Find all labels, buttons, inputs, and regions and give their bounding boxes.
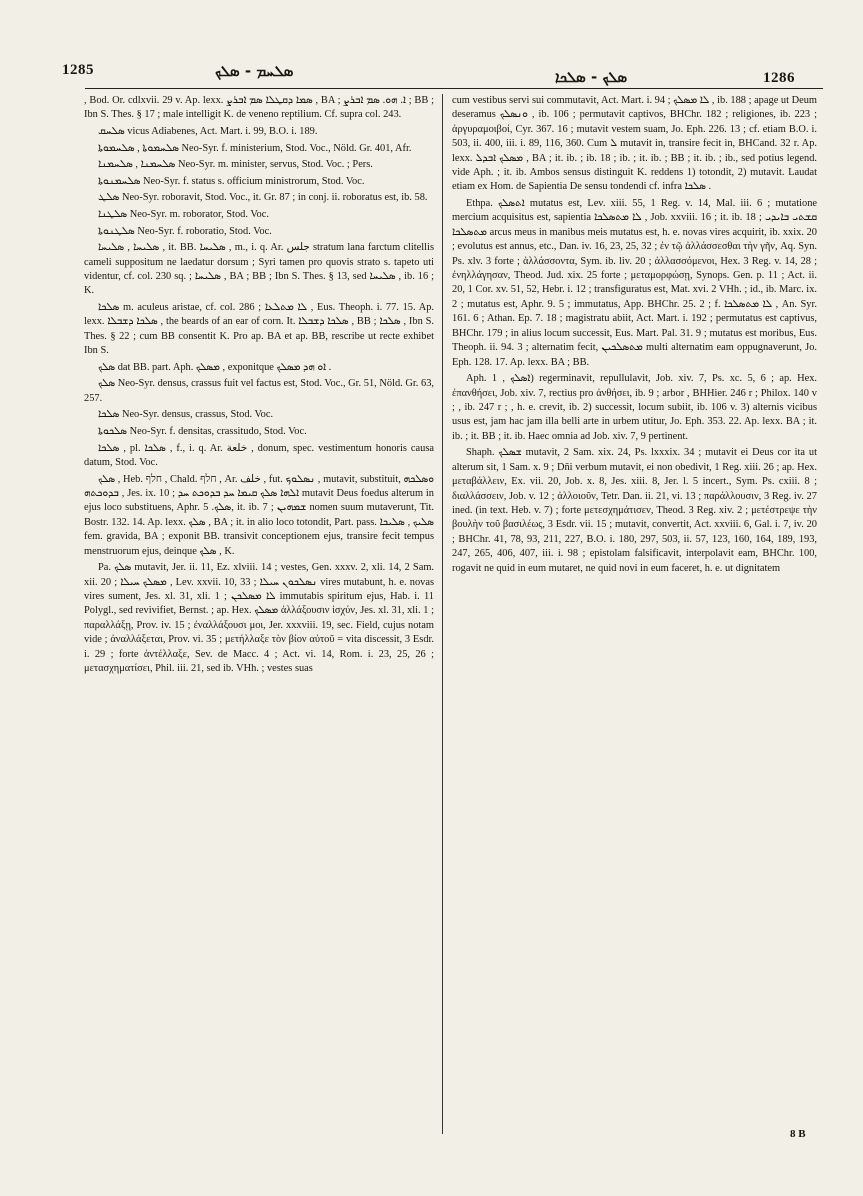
entry: ܣܠܛ Neo-Syr. roboravit, Stod. Voc., it. Gr. 87 ; in conj. ii. roboratus est, ib. 58. [98, 192, 428, 204]
page-number-right: 1286 [763, 70, 795, 86]
entry: ܣܠܚܡܢܘܬܐ Neo-Syr. f. status s. officium ministrorum, Stod. Voc. [98, 175, 365, 187]
entry: ܣܠܟܐ Neo-Syr. densus, crassus, Stod. Voc. [98, 409, 274, 421]
entry: ܣܠܝܚܐ , ܣܠܝܚܐ , it. BB. ܣܠܝܚܐ , m., i. q. Ar. جلس stratum lana farctum clitellis cameli suppositum ne laedatur dorsum ; Syri tamen pro quovis strato s. tapeto uti videntur, cf. col. 230 sq. ; ܣܠܝܚܐ , BA ; BB ; Ibn S. Thes. § 13, sed ܣܠܝܚܐ , ib. 16 ; K. [84, 242, 434, 297]
right-column [452, 94, 817, 1124]
entry: ܣܠܚܩ vicus Adiabenes, Act. Mart. i. 99, B.O. i. 189. [98, 126, 318, 137]
entry: ܣܠܟ dat BB. part. Aph. ܡܣܠܟ , exponitque ܐܘ ܗܕ ܡܣܠܟ . [98, 361, 332, 373]
entry: ܣܠܛܢܘܬܐ Neo-Syr. f. roboratio, Stod. Voc. [98, 225, 272, 237]
signature-mark: 8 B [790, 1128, 806, 1140]
entry: Shaph. ܫܣܠܟ mutavit, 2 Sam. xix. 24, Ps. lxxxix. 34 ; mutavit ei Deus cor ita ut alterum sit, 1 Sam. x. 9 ; Dñi verbum mutavit, ei non obedivit, 1 Reg. xiii. 26 ; ap. Hex. μεταβάλλειν, Ex. vii. 20, Job. x. 8, Jes. xiii. 8, Jer. l. 5 incert., Sym. Ps. cxiii. 8 ; διαλλάσσειν, Job. v. 12 ; ἀλλοιοῦν, Tetr. Dan. ii. 21, vi. 13 ; παράλλουσιν, 3 Reg. iv. 27 ined. (in text. Heb. v. 7) ; forte μετεσχημάτισεν, Theod. 3 Reg. xiv. 2 ; μετέστρεψε τὴν βουλὴν τοῦ βασιλέως, 3 Esdr. vii. 15 ; mutavit, convertit, Act. xxviii. 6, Gal. i. 7, iv. 20 ; BHChr. 41, 78, 93, 211, 227, B.O. i. 180, 297, 503, ii. 57, 123, 160, 164, 189, 193, 247, 265, 406, 407, iii. i. 98 ; epistolam falsificavit, interpolavit eam, BHChr. 100, rogavit ne quid in eum mutaret, ne quid novi in eum faceret, h. e. ut dignitatem [452, 447, 817, 574]
entry: ܣܠܟܐ , pl. ܣܠܟܐ , f., i. q. Ar. خلعة , donum, spec. vestimentum honoris causa datum, Stod. Voc. [84, 442, 434, 468]
entry: ܣܠܟ , Heb. חלף , Chald. חלף , Ar. خلف , fut. ܢܣܠܘܟ , mutavit, substituit, ܘܣܠܟܗ ܒܕܘܟܬܗ , Jes. ix. 10 ; ܐܠܗܐ ܣܠܟ ܩܝܡܐ ܚܕ ܒܕܘܟܬ ܚܕ mutavit Deus foedus alterum in ejus loco substituens, Aphr. ܣܠܟ. 5, it. ib. 7 ; ܫܡܗܝܢ nomen suum mutaverunt, Tit. Bostr. 132. 14. Ap. lexx. ܣܠܟ , BA ; it. in alio loco totondit, Part. pass. ܣܠܝܟ , ܣܠܝܟܐ fem. gravida, BA ; exponit BB. transivit conceptionem ejus, transire fecit tempus menstruorum ejus, deinque ܣܠܟ , K. [84, 473, 434, 557]
entry: Aph. ܐܣܠܟ , 1) regerminavit, repullulavit, Job. xiv. 7, Ps. xc. 5, 6 ; ap. Hex. ἐπανθήσει, Job. xiv. 7, rectius pro ἀνθήσει, ib. 9 ; arbor , BHHier. 246 r ; Philox. 140 v ; , ib. 247 r ; , h. e. crevit, ib. 2) successit, locum subiit, ib. 106 v. 3) alternis vicibus usus est, jam hac jam illa belli arte in urbem utitur, Jo. Eph. 353. 22. Ap. lexx. BA ; it. ib. ; it. BB ; it. ib. Haec omnia ad Job. xiv. 7, 9 pertinent. [452, 373, 817, 442]
header-rule [85, 88, 823, 89]
entry: ܣܠܟ Neo-Syr. densus, crassus fuit vel factus est, Stod. Voc., Gr. 51, Nöld. Gr. 63, 257. [84, 378, 434, 404]
entry: ܣܠܟܐ m. aculeus aristae, cf. col. 286 ; ܠܐ ܡܬܠܥܐ , Eus. Theoph. i. 77. 15. Ap. lexx. ܣܠܟܐ ܕܫܒܠܐ , the beards of an ear of corn. It. ܣܠܟܐ ܕܫܒܠܐ , BB ; ܣܠܟܐ , Ibn S. Thes. § 22 ; cum BB consentit K. Pro ap. BA et ap. BB, rescribe ut recte exhibet Ibn S. [84, 301, 434, 357]
page-number-left: 1285 [62, 62, 94, 78]
entry: ܣܠܟܘܬܐ Neo-Syr. f. densitas, crassitudo, Stod. Voc. [98, 425, 307, 437]
entry: Ethpa. ܐܬܣܠܟ mutatus est, Lev. xiii. 55, 1 Reg. v. 14, Mal. iii. 6 ; mutatione mercium acquisitus est, sapientia ܠܐ ܡܬܣܠܟܐ , Job. xxviii. 16 ; it. ib. 18 ; ܩܫܬܝ ܒܐܝܕܝ ܡܬܣܠܟܐ arcus meus in manibus meis mutatus est, h. e. novas vires acquirit, ib. xxix. 20 ; evolutus est annus, etc., Dan. iv. 16, 23, 25, 32 ; ἐν τῷ ἀλλάσσεσθαι τὴν γῆν, Aq. Syn. Ps. xlv. 3 forte ; ἀλλάσσοντα, Sym. ib. liv. 20 ; ἀλλασσόμενοι, Hex. 3 Reg. v. 14, 28 ; ἐνηλλάγησαν, Theod. Jud. xix. 25 forte ; μεταμορφώσῃ, Synops. Gen. p. 11 ; Act. ii. 20, 1 Cor. xv. 51, 52, Hebr. i. 12 ; transfiguratus est, Mat. xvi. 2 VHh. ; id., ib. Marc. ix. 2 ; mutatus est, Aphr. 9. 5 ; immutatus, App. BHChr. 25. 2 ; f. ܠܐ ܡܬܣܠܟܐ , An. Syr. 161. 6 ; Athan. Ep. 7. 18 ; magistratu abiit, Act. Mart. i. 192 ; permutatus est captivus, BHChr. 179 ; in alius locum successit, Eus. Mart. Pal. 31. 9 ; mutatus est moribus, Eus. Theoph. ii. 94. 3 ; alternatim fecit, ܡܬܣܠܟܝܢ multi alternatim eam oppugnaverunt, Jo. Eph. 128. 17. Ap. lexx. BA ; BB. [452, 198, 817, 368]
entry: ܣܠܛܢܐ Neo-Syr. m. roborator, Stod. Voc. [98, 208, 269, 220]
entry: ܣܠܚܡܘܬܐ , ܣܠܚܡܘܬܐ Neo-Syr. f. ministerium, Stod. Voc., Nöld. Gr. 401, Afr. [98, 142, 412, 154]
running-head-right: ܣܠܟ - ܣܠܟܐ [555, 68, 628, 86]
running-head-left: ܣܠܚܡ - ܣܠܟ [215, 62, 294, 80]
entry: Pa. ܣܠܟ mutavit, Jer. ii. 11, Ez. xlviii. 14 ; vestes, Gen. xxxv. 2, xli. 14, 2 Sam. xii. 20 ; ܡܣܠܟ ܚܝܠܐ , Lev. xxvii. 10, 33 ; ܢܣܠܟܘܢ ܚܝܠܐ vires mutabunt, h. e. novas vires sument, Jes. xl. 31, xli. 1 ; ܠܐ ܡܣܠܟܢ immutabis spiritum ejus, Hab. i. 11 Polygl., sed revivifiet, Bernst. ; ap. Hex. ܡܣܠܟ ἀλλάξουσιν ἰσχύν, Jes. xl. 31, xli. 1 ; παραλλάξῃ, Prov. iv. 15 ; ἐναλλάξουσι μοι, Jer. xxxviii. 19, sec. Field, cujus notam vide ; ἀναλλάξεται, Prov. vi. 35 ; μετήλλαξε τὸν βίον αὐτοῦ = vita discessit, 3 Esdr. i. 29 ; forte ἀντέλλαξε, Sev. de Macc. 4 ; Act. vi. 14, Rom. i. 23, 25, 26 ; μετασχηματίσει, Phil. iii. 21, sed ib. VHh. ; vestes suas [84, 562, 434, 675]
entry: ܣܠܚܡܢܐ , ܣܠܚܡܢܐ Neo-Syr. m. minister, servus, Stod. Voc. ; Pers. [98, 159, 373, 171]
entry: cum vestibus servi sui commutavit, Act. Mart. i. 94 ; ܠܐ ܡܣܠܟ , ib. 188 ; apage ut Deum deseramus ܘܢܣܠܟ , ib. 106 ; permutavit captivos, BHChr. 182 ; religiones, ib. 223 ; ἀργυραμοιβοί, Cyr. 367. 16 ; mutavit vestem suam, Jo. Eph. 226. 13 ; cf. etiam B.O. i. 503, ii. 400, iii. i. 89, 116, 360. Cum ܠ mutavit in, transire fecit in, BHCand. 32 r. Ap. lexx. ܡܣܠܟ ܐܒܕܠ , BA ; it. ib. ; ib. 18 ; ib. ; it. ib. ; BB ; it. ib. ; ib., sed potius legend. vide Aph. ; it. ib. Ambos sensus distinguit K. reddens 1) totondit, 2) mutavit. Laudat etiam ex Hom. de Sapientia De sensu tondendi cf. infra ܣܠܟܐ . [452, 95, 817, 193]
left-column [84, 94, 434, 1124]
entry: , Bod. Or. cdlxvii. 29 v. Ap. lexx. ܣܡܐ ܕܩܛܠܐ ܣܡ ܐܒܪܨ , BA ; ܐ. ܗܘ. ܣܡ ܐܒܪܨ ; BB ; Ibn S. Thes. § 17 ; male intelligit K. de veneno reptilium. Cf. supra col. 243. [84, 95, 434, 121]
column-divider [442, 94, 443, 1134]
